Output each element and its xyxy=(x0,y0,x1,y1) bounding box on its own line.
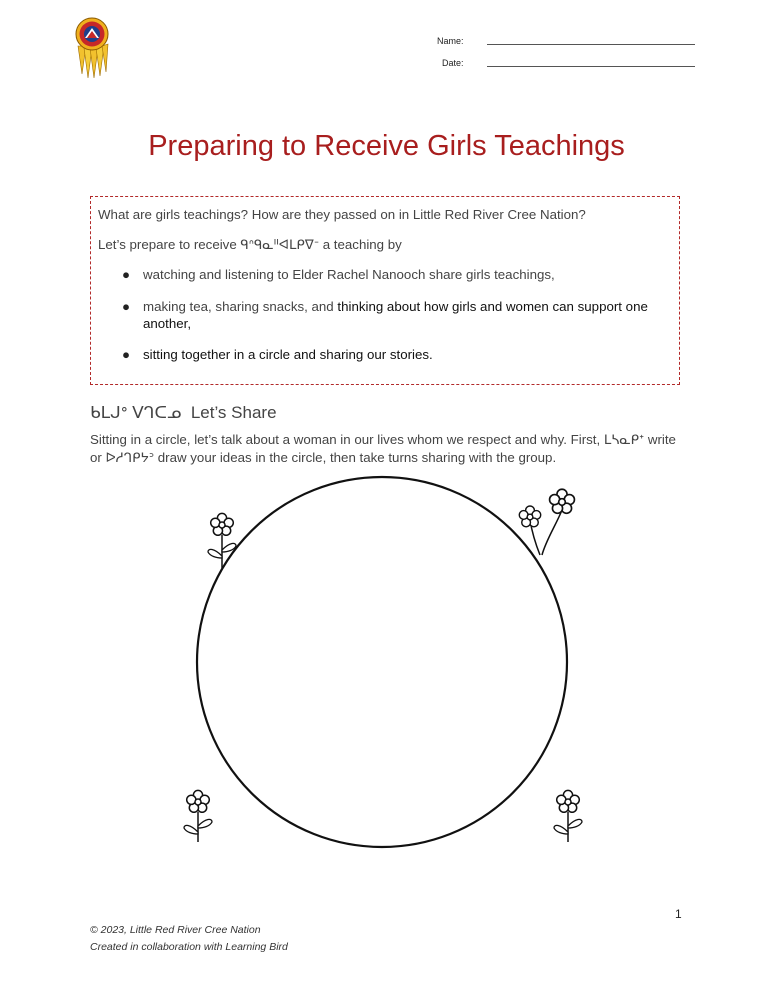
intro-text-2: write or xyxy=(90,432,676,465)
list-item: ● making tea, sharing snacks, and thinking about how girls and women can support one another, xyxy=(122,298,648,331)
list-item: ● sitting together in a circle and sharing our stories. xyxy=(122,347,433,363)
flower-icon xyxy=(184,790,212,842)
box-question: What are girls teachings? How are they passed on in Little Red River Cree Nation? xyxy=(98,207,586,222)
page-title: Preparing to Receive Girls Teachings xyxy=(148,130,625,162)
bullet-text: watching and listening to Elder Rachel Nanooch share girls teachings, xyxy=(143,267,555,283)
intro-text-3: draw your ideas in the circle, then take turns sharing with the group. xyxy=(157,449,557,465)
footer-copyright: © 2023, Little Red River Cree Nation xyxy=(90,924,261,936)
prepare-prefix: Let’s prepare to receive xyxy=(98,236,237,252)
prepare-suffix: a teaching by xyxy=(322,236,402,252)
intro-text-1: Sitting in a circle, let’s talk about a woman in our lives whom we respect and why. First, xyxy=(90,432,601,447)
sharing-circle[interactable] xyxy=(197,477,567,847)
flower-icon xyxy=(554,790,582,842)
prepare-syllabics: ᑫᐢᑫᓇᐦᐊᒪᑭᐁᐨ xyxy=(240,236,320,252)
bullet-text-a: making tea, sharing snacks, and xyxy=(143,298,334,314)
section-syllabics: ᑲᒪᒍᐤ ᐯᒉᑕᓄ xyxy=(90,403,182,422)
flower-icon xyxy=(208,513,236,568)
date-label: Date: xyxy=(442,58,464,68)
bullet-text-b: thinking about how girls and women can support one another, xyxy=(143,298,648,331)
name-label: Name: xyxy=(437,36,464,46)
bullet-text: sitting together in a circle and sharing our stories. xyxy=(143,347,433,363)
section-title: Let’s Share xyxy=(190,403,277,422)
list-item: ● watching and listening to Elder Rachel Nanooch share girls teachings, xyxy=(122,267,555,283)
flower-icon xyxy=(519,489,574,555)
footer xyxy=(90,922,288,956)
intro-syllabics-2: ᐅᓱᒉᑭᔭᐣ xyxy=(105,449,155,465)
footer-credit: Created in collaboration with Learning Bird xyxy=(90,940,288,953)
intro-syllabics-1: ᒪᓴᓇᑭᐩ xyxy=(603,432,645,447)
page-number: 1 xyxy=(675,907,682,921)
